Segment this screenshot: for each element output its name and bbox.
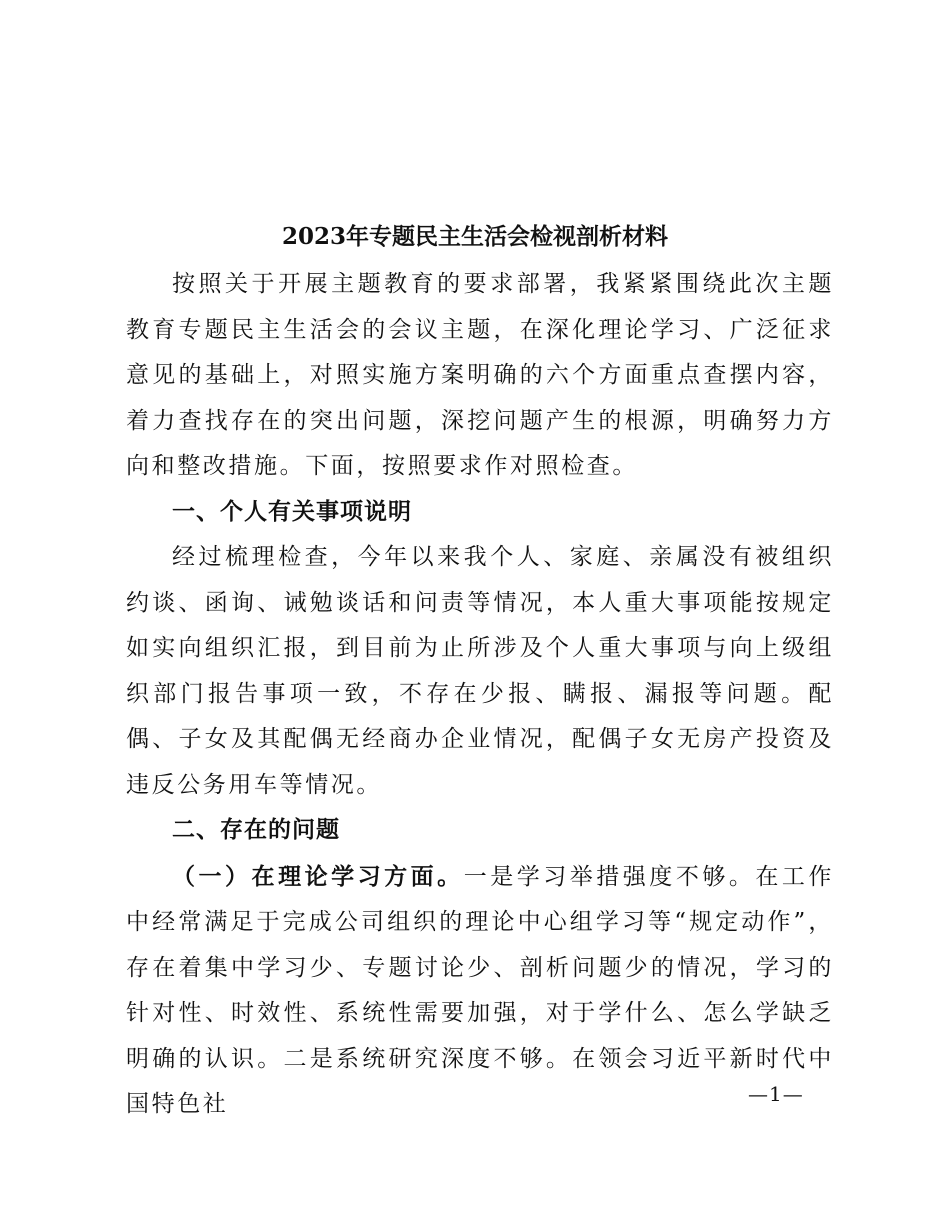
page-number: —1— [748,1082,804,1106]
section2-heading: 二、存在的问题 [172,817,340,843]
section1-heading: 一、个人有关事项说明 [172,498,412,525]
section1-paragraph: 经过梳理检查，今年以来我个人、家庭、亲属没有被组织约谈、函询、诫勉谈话和问责等情况，本人重大事项能按规定如实向组织汇报，到目前为止所涉及个人重大事项与向上级组织部门报告事项一致，不存在少报、瞒报、漏报等问题。配偶、子女及其配偶无经商办企业情况，配偶子女无房产投资及违反公务用车等情况。 [126,544,834,798]
document-body [126,262,834,1128]
section2-sub1-paragraph [126,854,834,1128]
document-title: 2023年专题民主生活会检视剖析材料 [281,223,668,250]
intro-paragraph: 按照关于开展主题教育的要求部署，我紧紧围绕此次主题教育专题民主生活会的会议主题，在深化理论学习、广泛征求意见的基础上，对照实施方案明确的六个方面重点查摆内容，着力查找存在的突出问题，深挖问题产生的根源，明确努力方向和整改措施。下面，按照要求作对照检查。 [126,271,834,479]
section2-sub1-heading: （一）在理论学习方面。 [172,862,464,890]
section2-sub1-text: 一是学习举措强度不够。在工作中经常满足于完成公司组织的理论中心组学习等“规定动作”，存在着集中学习少、专题讨论少、剖析问题少的情况，学习的针对性、时效性、系统性需要加强，对于学什么、怎么学缺乏明确的认识。二是系统研究深度不够。在领会习近平新时代中国特色社 [126,863,834,1117]
